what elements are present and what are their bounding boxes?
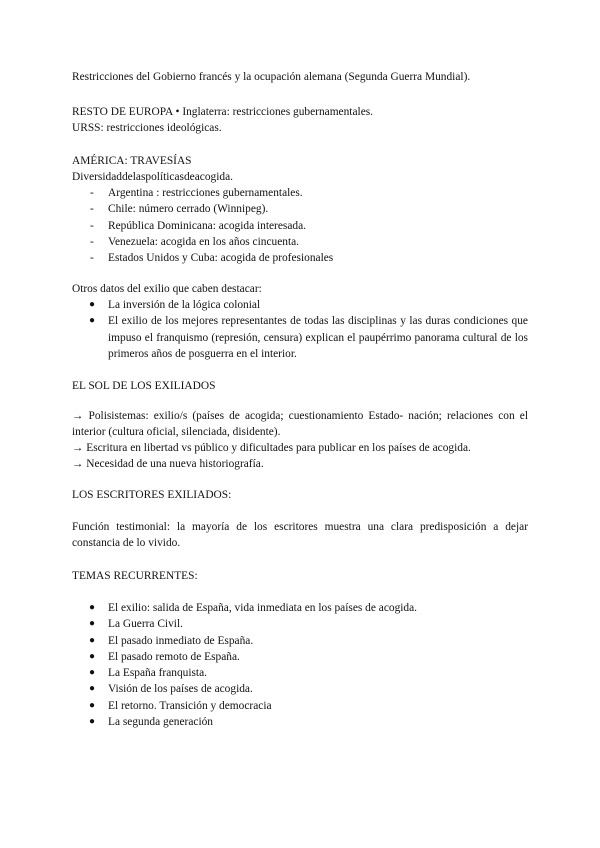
escritores-heading: LOS ESCRITORES EXILIADOS: [72, 489, 232, 501]
list-item: ● La España franquista. [72, 665, 528, 681]
bullet-icon: ● [89, 315, 96, 327]
bullet-icon: ● [89, 618, 96, 630]
list-item: - Chile: número cerrado (Winnipeg). [72, 201, 528, 217]
bullet-icon: ● [89, 650, 96, 662]
bullet-icon: ● [89, 699, 96, 711]
otros-list [72, 297, 528, 362]
list-item: ● Visión de los países de acogida. [72, 681, 528, 697]
temas-heading: TEMAS RECURRENTES: [72, 570, 198, 582]
list-item: - Estados Unidos y Cuba: acogida de profesionales [72, 250, 528, 266]
bullet-icon: ● [89, 716, 96, 728]
sol-line-2: → Escritura en libertad vs público y dificultades para publicar en los países de acogida. [72, 442, 471, 454]
list-item: ● La Guerra Civil. [72, 616, 528, 632]
intro-line: Restricciones del Gobierno francés y la ocupación alemana (Segunda Guerra Mundial). [72, 71, 471, 83]
america-subheading: Diversidaddelaspolíticasdeacogida. [72, 171, 233, 183]
list-item: ● El pasado inmediato de España. [72, 633, 528, 649]
list-item: ● El retorno. Transición y democracia [72, 698, 528, 714]
europa-line-1: RESTO DE EUROPA • Inglaterra: restricciones gubernamentales. [72, 106, 374, 118]
temas-list [72, 600, 528, 730]
list-item: - República Dominicana: acogida interesada. [72, 218, 528, 234]
sol-line-1: → Polisistemas: exilio/s (países de acogida; cuestionamiento Estado- nación; relaciones con el interior (cultura oficial, silenciada, disidente). [72, 410, 528, 439]
bullet-icon: ● [89, 634, 96, 646]
otros-heading: Otros datos del exilio que caben destacar: [72, 283, 262, 295]
list-item: - Venezuela: acogida en los años cincuenta. [72, 234, 528, 250]
bullet-icon: ● [89, 683, 96, 695]
bullet-icon: ● [89, 667, 96, 679]
america-heading: AMÉRICA: TRAVESÍAS [72, 155, 192, 167]
list-item: ● El exilio: salida de España, vida inmediata en los países de acogida. [72, 600, 528, 616]
sol-line-3: → Necesidad de una nueva historiografía. [72, 458, 264, 470]
list-item: ● El exilio de los mejores representantes de todas las disciplinas y las duras condiciones que impuso el franquismo (represión, censura) explican el paupérrimo panorama cultural de los primeros años de posguerra en el interior. [89, 315, 528, 360]
list-item: ● El pasado remoto de España. [72, 649, 528, 665]
bullet-icon: ● [89, 299, 96, 310]
europa-line-2: URSS: restricciones ideológicas. [72, 122, 222, 134]
sol-heading: EL SOL DE LOS EXILIADOS [72, 380, 216, 392]
list-item: - Argentina : restricciones gubernamentales. [72, 185, 528, 201]
list-item: ● La segunda generación [72, 714, 528, 730]
bullet-icon: ● [89, 602, 96, 613]
escritores-text: Función testimonial: la mayoría de los escritores muestra una clara predisposición a dejar constancia de lo vivido. [72, 521, 528, 550]
list-item: ● La inversión de la lógica colonial [72, 297, 528, 313]
america-country-list [72, 185, 528, 266]
